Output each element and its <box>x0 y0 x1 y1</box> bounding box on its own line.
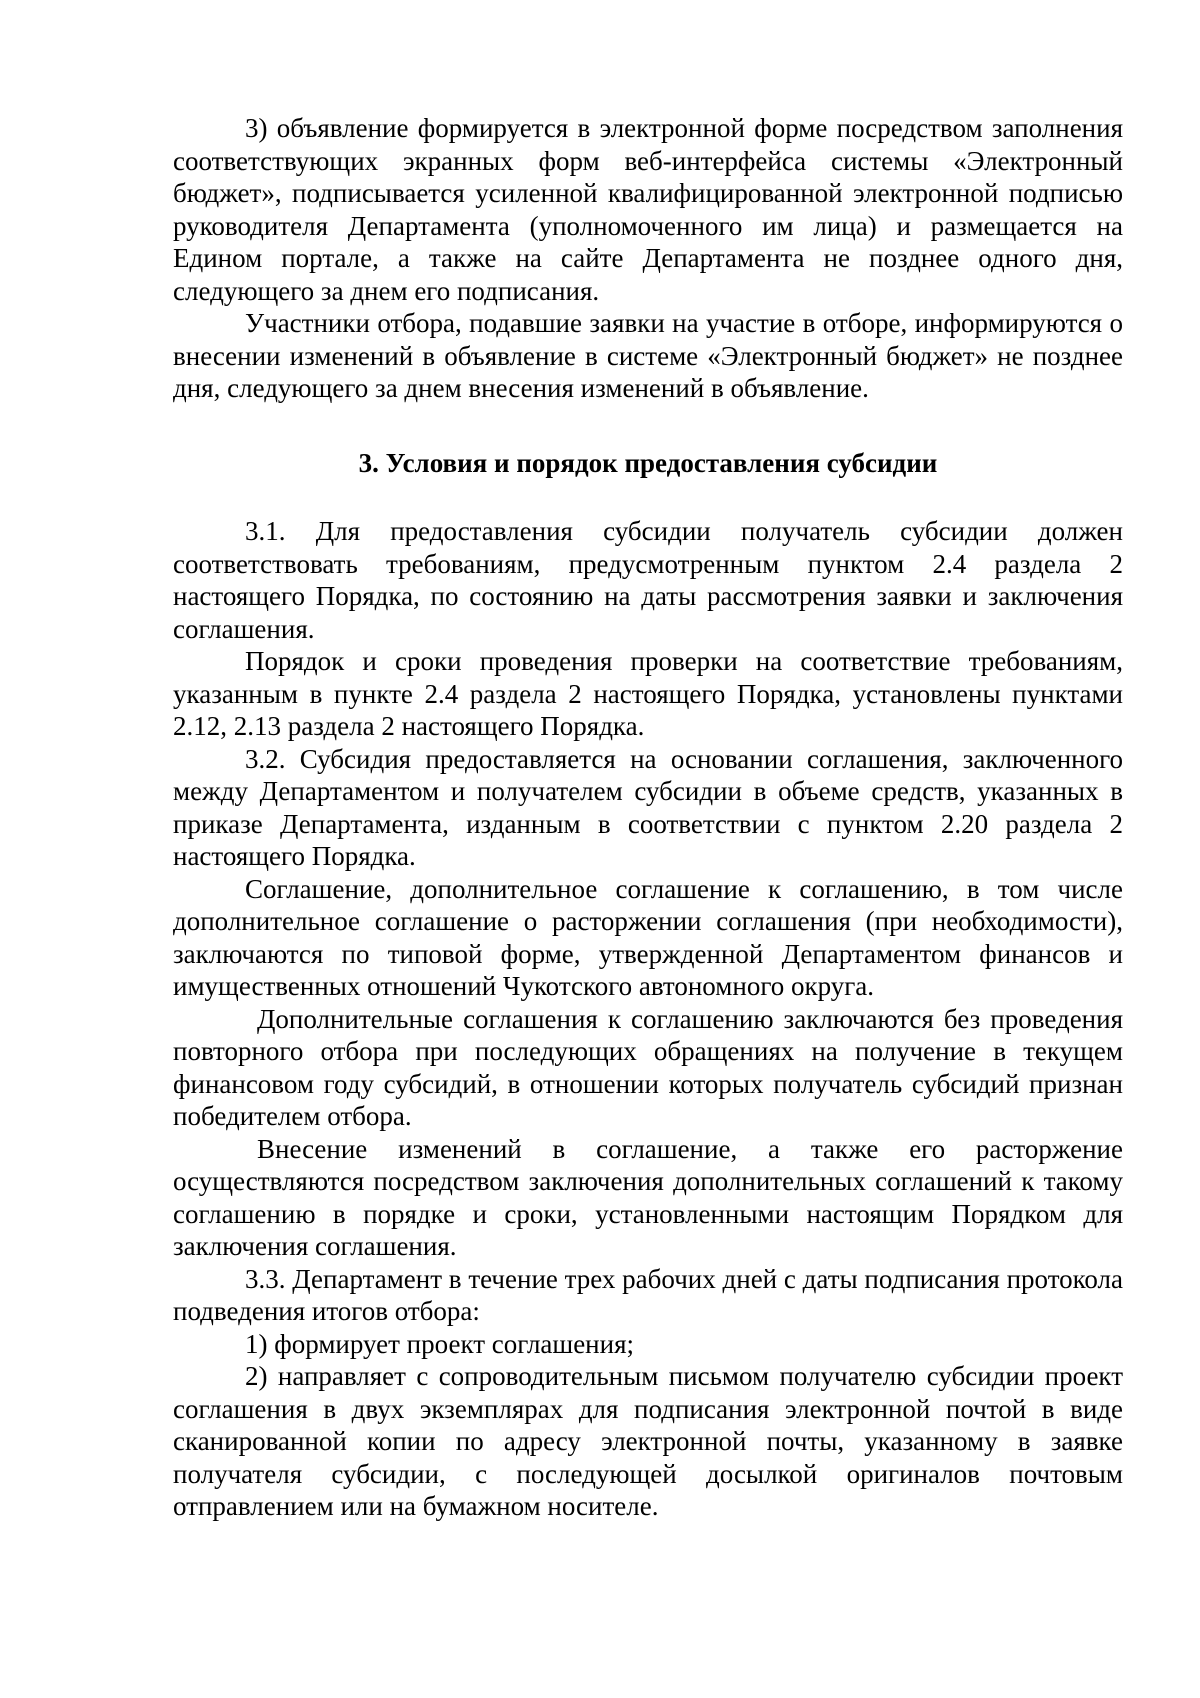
paragraph-check-procedure: Порядок и сроки проведения проверки на соответствие требованиям, указанным в пункте 2.4 раздела 2 настоящего Порядка, установлены пунктами 2.12, 2.13 раздела 2 настоящего Порядка. <box>173 646 1123 741</box>
paragraph-additional-agreements: Дополнительные соглашения к соглашению заключаются без проведения повторного отбора при последующих обращениях на получение в текущем финансовом году субсидий, в отношении которых получатель субсидий признан победителем отбора. <box>173 1003 1123 1131</box>
paragraph-amendments: Внесение изменений в соглашение, а также его расторжение осуществляются посредством заключения дополнительных соглашений к такому соглашению в порядке и сроки, установленными настоящим Порядком для заключения соглашения. <box>173 1133 1123 1261</box>
paragraph-3-1: 3.1. Для предоставления субсидии получатель субсидии должен соответствовать требованиям, предусмотренным пунктом 2.4 раздела 2 настоящего Порядка, по состоянию на даты рассмотрения заявки и заключения соглашения. <box>173 516 1123 644</box>
document-body <box>173 112 1123 1523</box>
paragraph-participants-informed: Участники отбора, подавшие заявки на участие в отборе, информируются о внесении изменений в объявление в системе «Электронный бюджет» не позднее дня, следующего за днем внесения изменений в объявление. <box>173 308 1123 403</box>
paragraph-agreement-form: Соглашение, дополнительное соглашение к соглашению, в том числе дополнительное соглашение о расторжении соглашения (при необходимости), заключаются по типовой форме, утвержденной Департаментом финансов и имущественных отношений Чукотского автономного округа. <box>173 873 1123 1001</box>
paragraph-item-2: 2) направляет с сопроводительным письмом получателю субсидии проект соглашения в двух экземплярах для подписания электронной почтой в виде сканированной копии по адресу электронной почты, указанному в заявке получателя субсидии, с последующей досылкой оригиналов почтовым отправлением или на бумажном носителе. <box>173 1361 1123 1521</box>
paragraph-3-3: 3.3. Департамент в течение трех рабочих дней с даты подписания протокола подведения итогов отбора: <box>173 1263 1123 1326</box>
paragraph-item-1: 1) формирует проект соглашения; <box>245 1328 634 1359</box>
paragraph-announcement-form: 3) объявление формируется в электронной форме посредством заполнения соответствующих экранных форм веб-интерфейса системы «Электронный бюджет», подписывается усиленной квалифицированной электронной подписью руководителя Департамента (уполномоченного им лица) и размещается на Едином портале, а также на сайте Департамента не позднее одного дня, следующего за днем его подписания. <box>173 113 1123 306</box>
section-title: 3. Условия и порядок предоставления субсидии <box>358 447 938 478</box>
paragraph-3-2: 3.2. Субсидия предоставляется на основании соглашения, заключенного между Департаментом и получателем субсидии в объеме средств, указанных в приказе Департамента, изданным в соответствии с пунктом 2.20 раздела 2 настоящего Порядка. <box>173 743 1123 871</box>
